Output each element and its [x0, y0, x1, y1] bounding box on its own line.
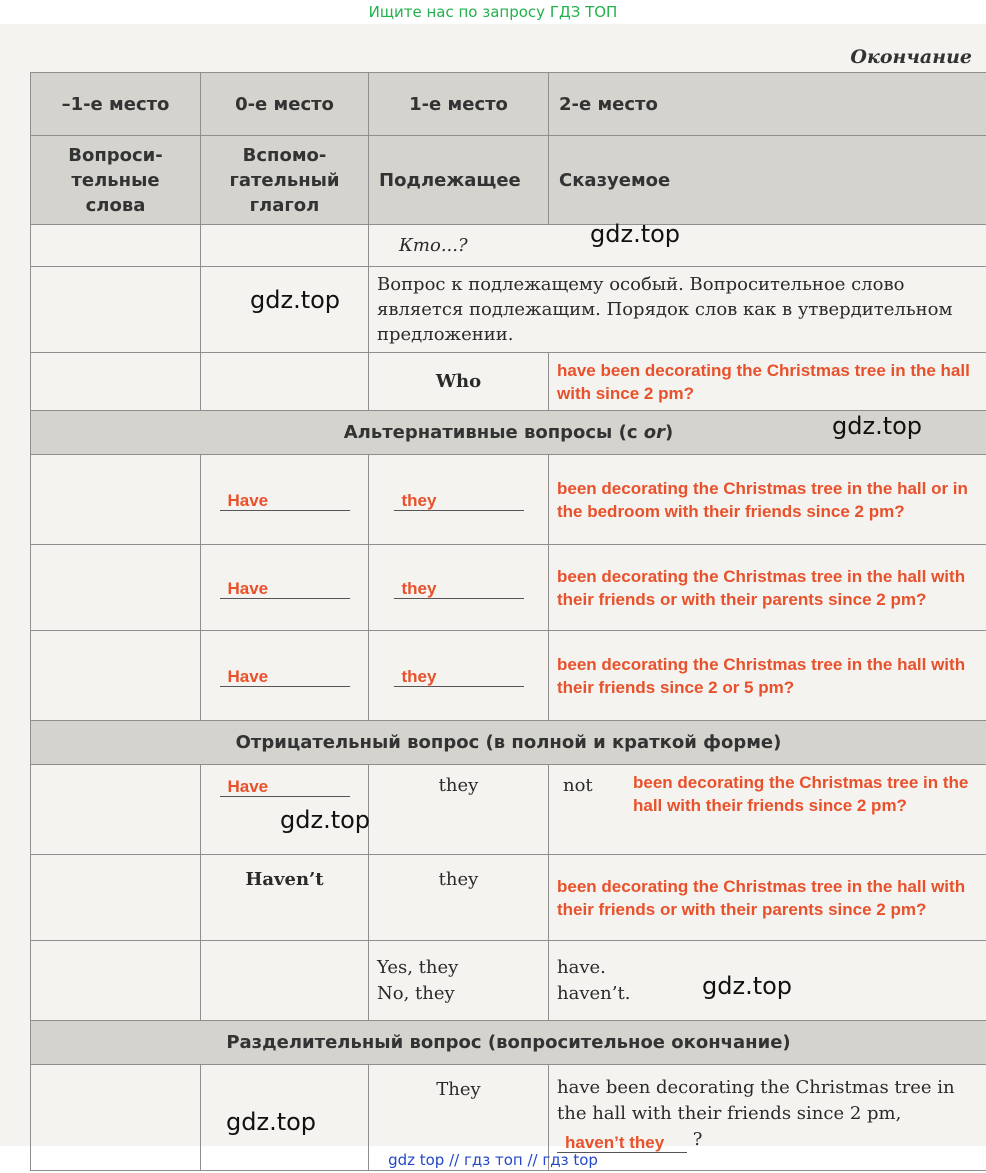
watermark: gdz.top	[280, 806, 371, 834]
watermark: gdz.top	[832, 412, 923, 440]
alternative-row-1	[31, 455, 986, 545]
neg-full-aux: Have	[220, 775, 350, 797]
alternative-row-3	[31, 631, 986, 721]
neg-full-predicate: been decorating the Christmas tree in the hall with their friends since 2 pm?	[633, 773, 969, 815]
role-predicate: Сказуемое	[549, 136, 986, 225]
alt3-aux: Have	[220, 665, 350, 687]
answer-no-pred: haven’t.	[557, 982, 631, 1004]
alternative-title-close: )	[665, 422, 674, 443]
top-banner[interactable]: Ищите нас по запросу ГДЗ ТОП	[368, 3, 618, 21]
role-auxiliary: Вспомо- гательный глагол	[201, 136, 369, 225]
who-row	[31, 353, 986, 411]
neg-short-predicate: been decorating the Christmas tree in the hall with their friends or with their parents since 2 pm?	[557, 876, 966, 919]
role-header-row	[31, 136, 986, 225]
neg-short-subject: they	[438, 869, 479, 890]
header-1: 1-е место	[369, 73, 549, 136]
short-answers-row	[31, 941, 986, 1021]
answer-yes-pred: have.	[557, 956, 606, 978]
tag-question-mark: ?	[692, 1129, 703, 1150]
tag-section-row	[31, 1021, 986, 1065]
watermark: gdz.top	[702, 972, 793, 1000]
neg-not: not	[563, 775, 593, 796]
alt3-predicate: been decorating the Christmas tree in the hall with their friends since 2 or 5 pm?	[557, 654, 966, 697]
alt3-subject: they	[394, 665, 524, 687]
who-word: Who	[435, 371, 482, 392]
subject-note: Вопрос к подлежащему особый. Вопросительное слово является подлежащим. Порядок слов как в утвердительном предложении.	[377, 274, 953, 345]
word-order-table	[30, 72, 986, 1171]
tag-answer: haven’t they	[557, 1131, 687, 1153]
alt1-subject: they	[394, 489, 524, 511]
alternative-title: Альтернативные вопросы (с	[343, 422, 644, 443]
negative-short-row	[31, 855, 986, 941]
watermark: gdz.top	[590, 220, 681, 248]
textbook-page	[0, 24, 986, 1152]
kto-label: Кто...?	[399, 235, 468, 256]
alternative-title-or: or	[643, 422, 666, 443]
role-subject: Подлежащее	[369, 136, 549, 225]
alt1-predicate: been decorating the Christmas tree in the hall or in the bedroom with their friends since 2 pm?	[557, 478, 968, 521]
negative-title: Отрицательный вопрос (в полной и краткой форме)	[31, 721, 986, 765]
answer-yes-subject: Yes, they	[377, 956, 459, 978]
alt2-aux: Have	[220, 577, 350, 599]
kto-row	[31, 225, 986, 267]
watermark: gdz.top	[226, 1108, 317, 1136]
alt2-predicate: been decorating the Christmas tree in the hall with their friends or with their parents since 2 pm?	[557, 566, 966, 609]
tag-subject: They	[436, 1079, 481, 1100]
header-2: 2-е место	[549, 73, 986, 136]
footer-links[interactable]: gdz top // гдз топ // гдз top	[388, 1151, 598, 1169]
header-minus1: –1-е место	[31, 73, 201, 136]
role-question-words: Вопроси- тельные слова	[31, 136, 201, 225]
who-answer: have been decorating the Christmas tree in the hall with since 2 pm?	[557, 360, 970, 403]
bleed-through-text	[90, 46, 95, 66]
tag-predicate: have been decorating the Christmas tree in the hall with their friends since 2 pm,	[557, 1077, 955, 1124]
negative-full-row	[31, 765, 986, 855]
subject-note-row	[31, 267, 986, 353]
alt1-aux: Have	[220, 489, 350, 511]
tag-title: Разделительный вопрос (вопросительное окончание)	[31, 1021, 986, 1065]
answer-no-subject: No, they	[377, 982, 455, 1004]
neg-full-subject: they	[438, 775, 479, 796]
watermark: gdz.top	[250, 286, 341, 314]
negative-section-row	[31, 721, 986, 765]
position-header-row	[31, 73, 986, 136]
alt2-subject: they	[394, 577, 524, 599]
header-0: 0-е место	[201, 73, 369, 136]
page-title: Окончание	[850, 46, 972, 68]
alternative-row-2	[31, 545, 986, 631]
neg-short-aux: Haven’t	[245, 869, 324, 890]
